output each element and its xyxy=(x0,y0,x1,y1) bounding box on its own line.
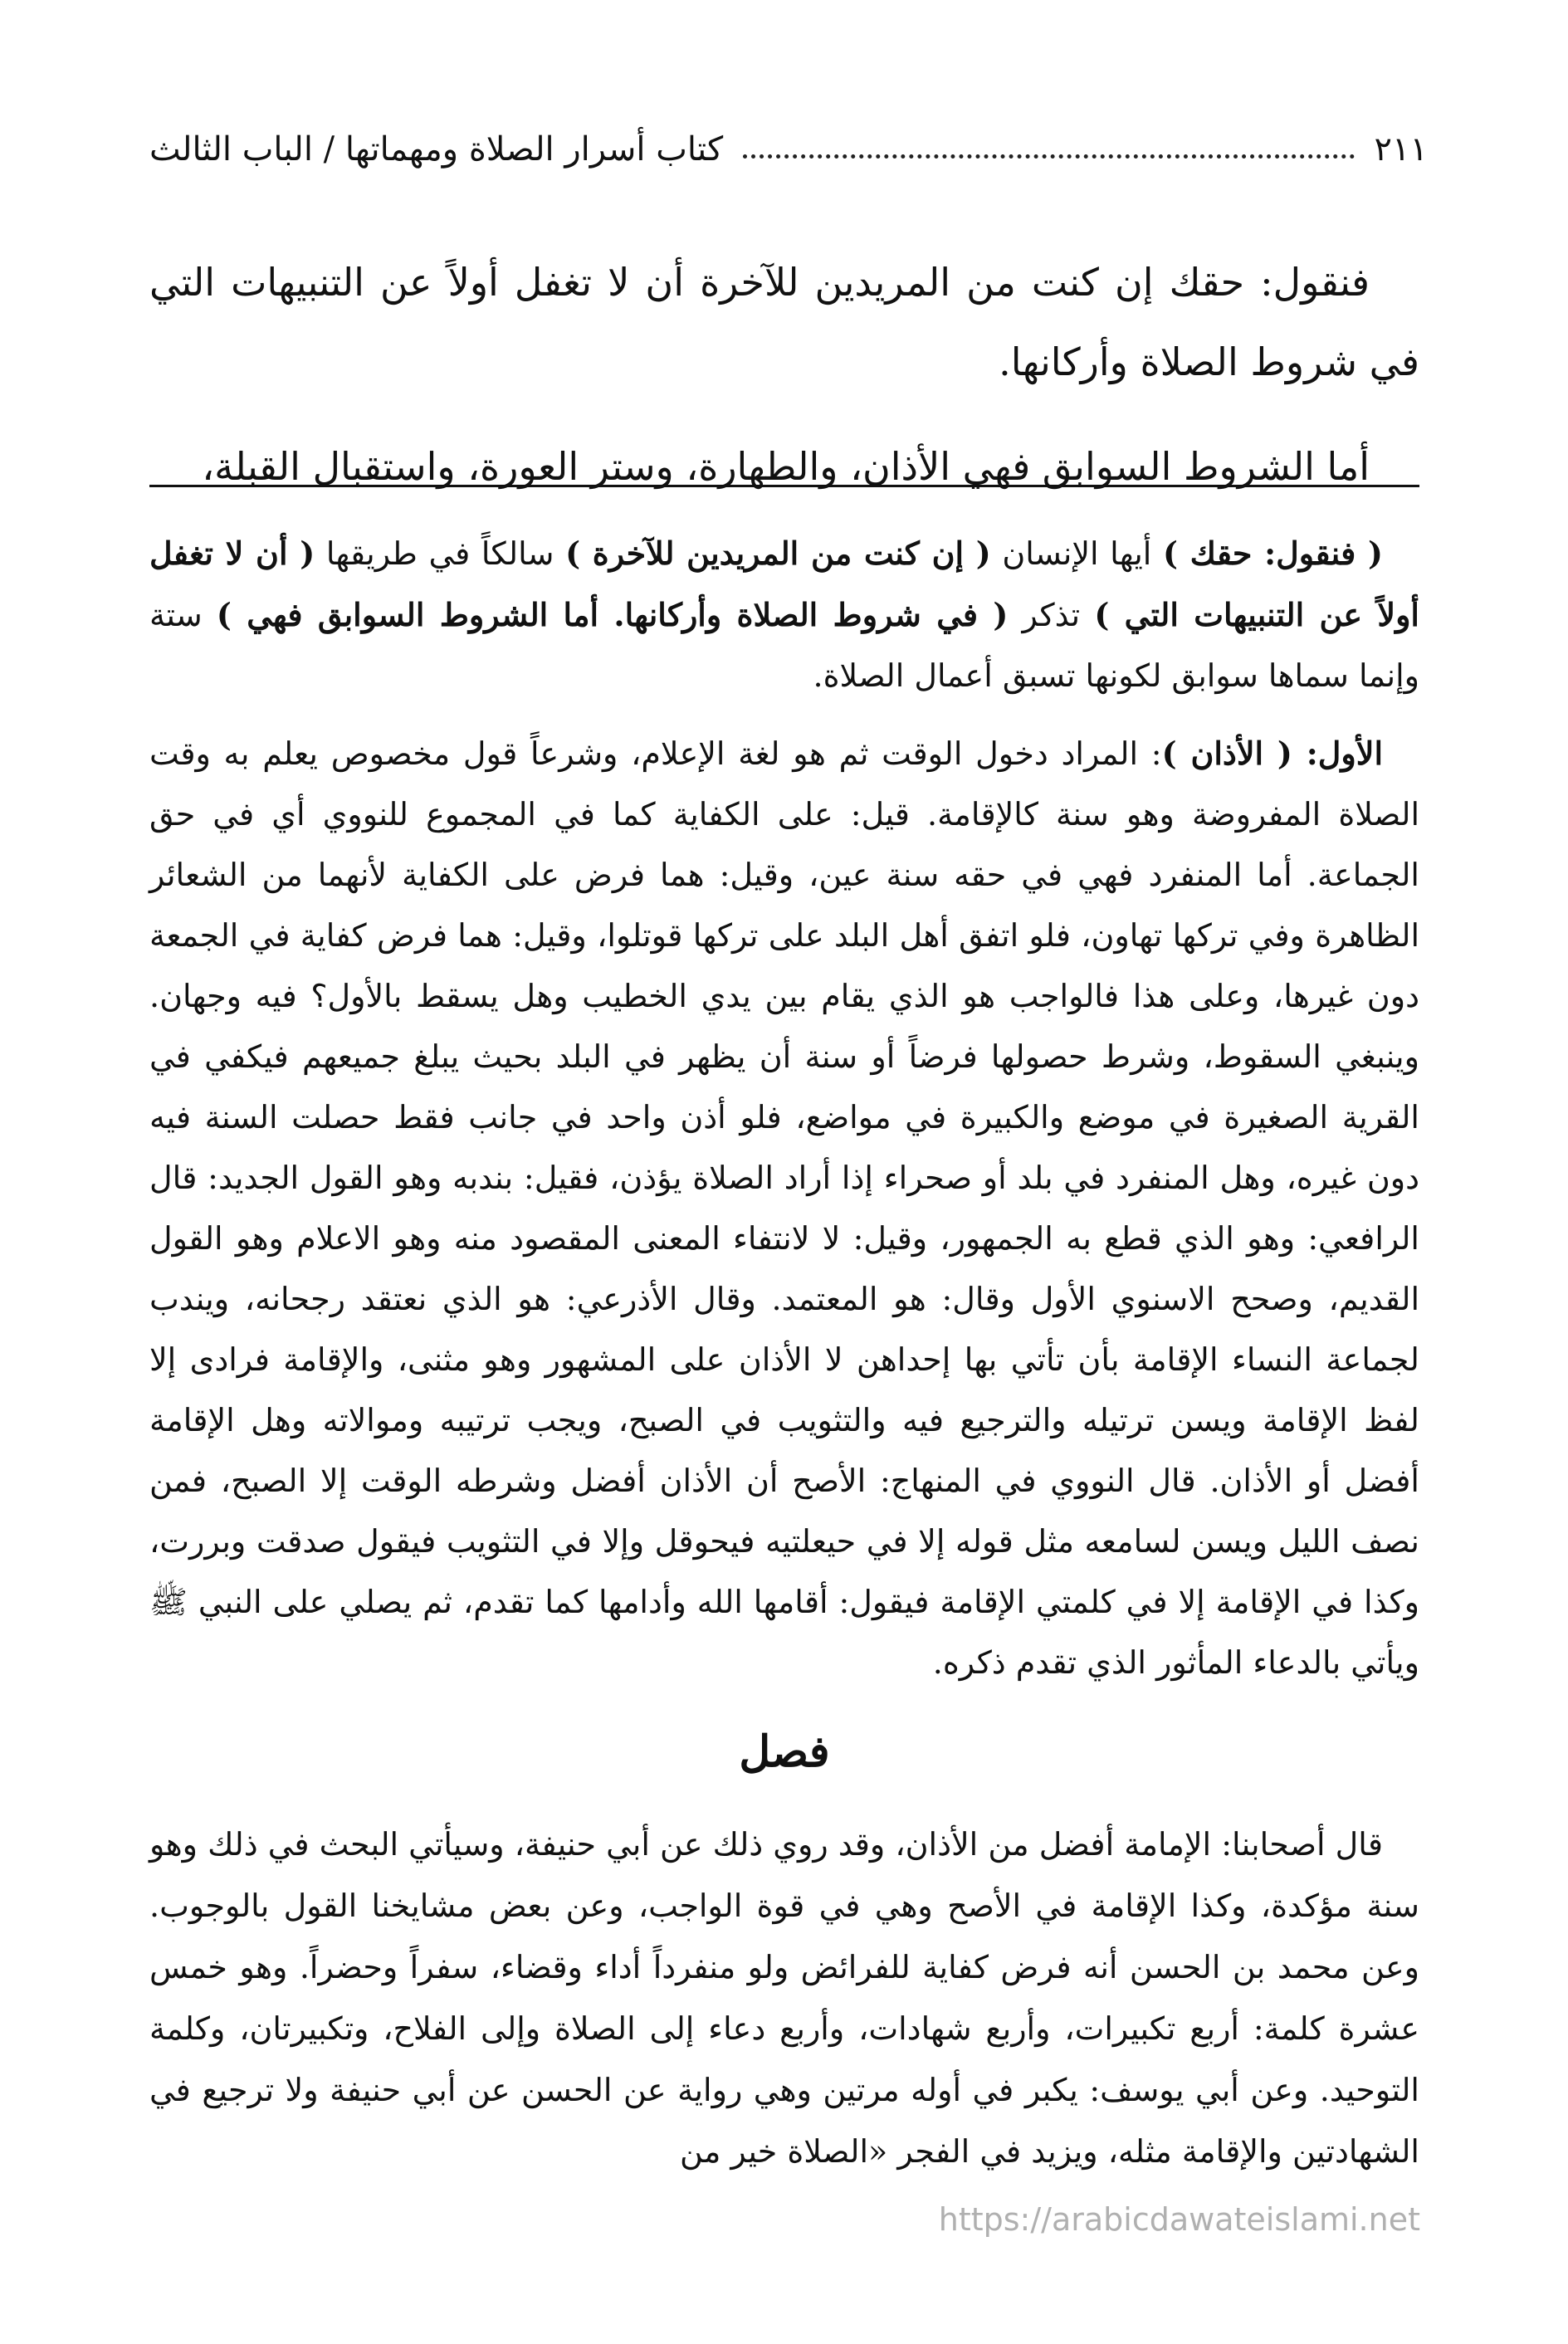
commentary-paragraph xyxy=(149,523,1419,706)
commentary-text-run: : المراد دخول الوقت ثم هو لغة الإعلام، وشرعاً قول مخصوص يعلم به وقت الصلاة المفروضة وهو سنة كالإقامة. قيل: على الكفاية كما في المجموع للنووي أي في حق الجماعة. أما المنفرد فهي في حقه سنة عين، وقيل: هما فرض على الكفاية لأنهما من الشعائر الظاهرة وفي تركها تهاون، فلو اتفق أهل البلد على تركها قوتلوا، وقيل: هما فرض كفاية في الجمعة دون غيرها، وعلى هذا فالواجب هو الذي يقام بين يدي الخطيب وهل يسقط بالأول؟ فيه وجهان. وينبغي السقوط، وشرط حصولها فرضاً أو سنة أن يظهر في البلد بحيث يبلغ جميعهم فيكفي في القرية الصغيرة في موضع والكبيرة في مواضع، فلو أذن واحد في جانب فقط حصلت السنة فيه دون غيره، وهل المنفرد في بلد أو صحراء إذا أراد الصلاة يؤذن، فقيل: بندبه وهو القول الجديد: قال الرافعي: وهو الذي قطع به الجمهور، وقيل: لا لانتفاء المعنى المقصود منه وهو الاعلام وهو القول القديم، وصحح الاسنوي الأول وقال: هو المعتمد. وقال الأذرعي: هو الذي نعتقد رجحانه، ويندب لجماعة النساء الإقامة بأن تأتي بها إحداهن لا الأذان على المشهور وهو مثنى، والإقامة فرادى إلا لفظ الإقامة ويسن ترتيله والترجيع فيه والتثويب في الصبح، ويجب ترتيبه وموالاته وهل الإقامة أفضل أو الأذان. قال النووي في المنهاج: الأصح أن الأذان أفضل وشرطه الوقت إلا الصبح، فمن نصف الليل ويسن لسامعه مثل قوله إلا في حيعلتيه فيحوقل وإلا في التثويب فيقول صدقت وبررت، وكذا في الإقامة إلا في كلمتي الإقامة فيقول: أقامها الله وأدامها كما تقدم، ثم يصلي على النبي ﷺ ويأتي بالدعاء المأثور الذي تقدم ذكره. xyxy=(149,735,1419,1681)
quoted-text: ( أن لا تغفل أولاً عن التنبيهات التي ) xyxy=(149,535,1419,633)
watermark-url: https://arabicdawateislami.net xyxy=(938,2201,1420,2238)
commentary-text-run: ستة وإنما سماها سوابق لكونها تسبق أعمال الصلاة. xyxy=(149,597,1419,694)
header-title: كتاب أسرار الصلاة ومهماتها / الباب الثالث xyxy=(149,130,724,168)
quoted-text: ( فنقول: حقك ) xyxy=(1162,535,1383,572)
main-paragraph: أما الشروط السوابق فهي الأذان، والطهارة، وستر العورة، واستقبال القبلة، xyxy=(202,444,1370,489)
commentary-text-run: سالكاً في طريقها xyxy=(315,535,566,572)
section-paragraph: قال أصحابنا: الإمامة أفضل من الأذان، وقد روي ذلك عن أبي حنيفة، وسيأتي البحث في ذلك وهو سنة مؤكدة، وكذا الإقامة في الأصح وهي في قوة الواجب، وعن بعض مشايخنا القول بالوجوب. وعن محمد بن الحسن أنه فرض كفاية للفرائض ولو منفرداً أداء وقضاء، سفراً وحضراً. وهو خمس عشرة كلمة: أربع تكبيرات، وأربع شهادات، وأربع دعاء إلى الصلاة وإلى الفلاح، وتكبيرتان، وكلمة التوحيد. وعن أبي يوسف: يكبر في أوله مرتين وهي رواية عن الحسن عن أبي حنيفة ولا ترجيع في الشهادتين والإقامة مثله، ويزيد في الفجر «الصلاة خير من xyxy=(149,1826,1419,2170)
quoted-text: الأول: ( الأذان ) xyxy=(1161,735,1383,772)
page-number: ٢١١ xyxy=(1374,130,1428,168)
commentary-text-run: تذكر xyxy=(1008,597,1095,633)
section-heading: فصل xyxy=(739,1726,830,1777)
separator-rule xyxy=(149,485,1419,487)
running-header xyxy=(149,125,1428,174)
commentary-text xyxy=(149,523,1419,1693)
commentary-paragraph xyxy=(149,723,1419,1693)
quoted-text: ( في شروط الصلاة وأركانها. أما الشروط السوابق فهي ) xyxy=(216,596,1009,633)
quoted-text: ( إن كنت من المريدين للآخرة ) xyxy=(565,535,991,572)
main-text xyxy=(149,242,1419,506)
section-text xyxy=(149,1814,1419,2182)
main-paragraph: فنقول: حقك إن كنت من المريدين للآخرة أن لا تغفل أولاً عن التنبيهات التي في شروط الصلاة وأركانها. xyxy=(149,260,1419,384)
header-dot-leader xyxy=(743,154,1354,159)
commentary-text-run: أيها الإنسان xyxy=(990,535,1163,572)
